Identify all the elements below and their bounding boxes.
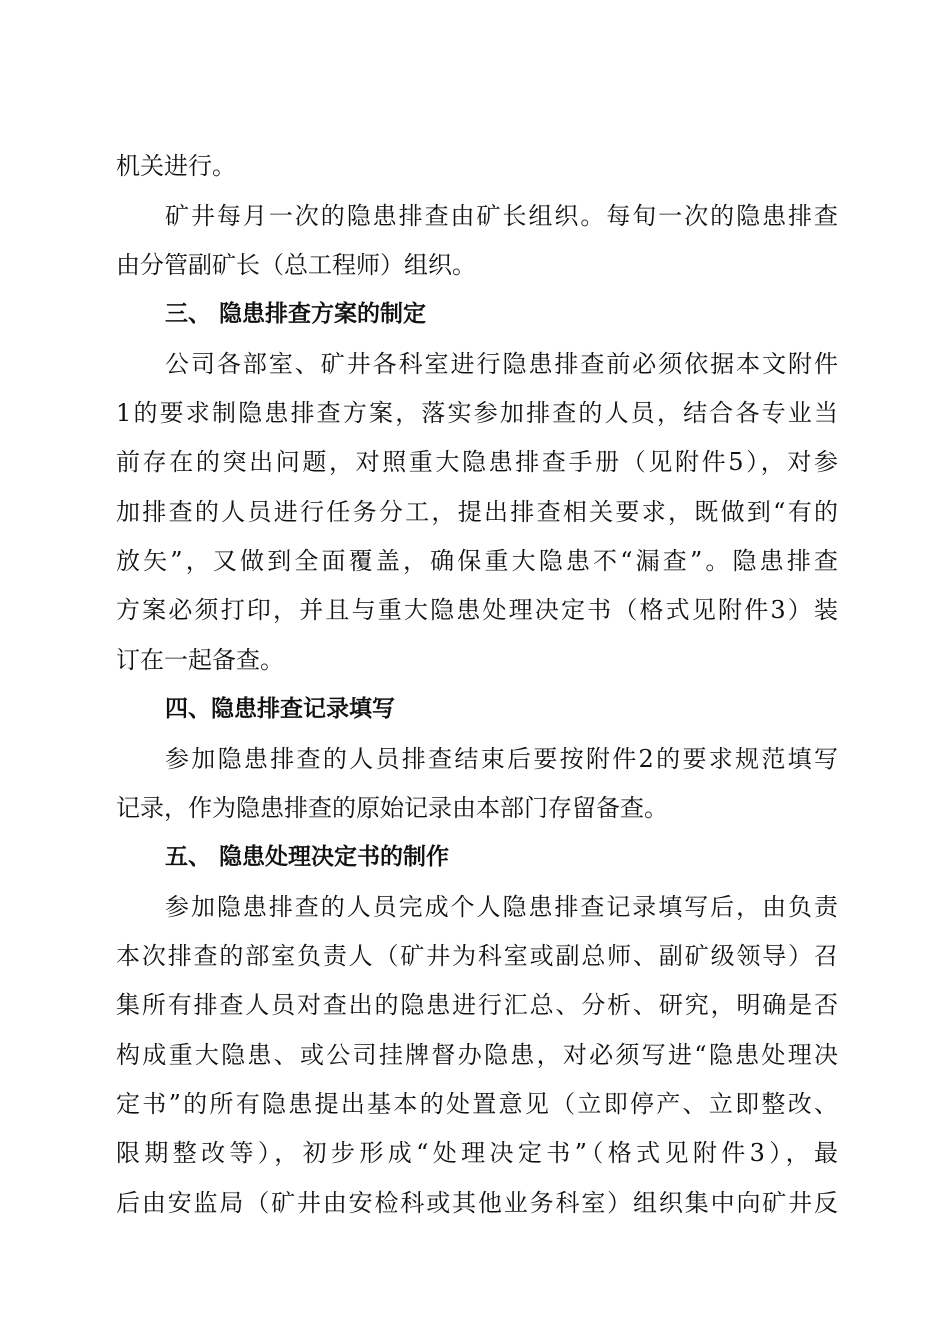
paragraph-line: 由分管副矿长（总工程师）组织。: [116, 251, 476, 279]
paragraph-line: 参加隐患排查的人员排查结束后要按附件2的要求规范填写: [165, 745, 838, 773]
paragraph-line: 记录，作为隐患排查的原始记录由本部门存留备查。: [116, 794, 668, 822]
paragraph-line: 后由安监局（矿井由安检科或其他业务科室）组织集中向矿井反: [116, 1189, 838, 1217]
paragraph-line: 方案必须打印，并且与重大隐患处理决定书（格式见附件3）装: [116, 596, 838, 624]
section-heading: 三、 隐患排查方案的制定: [165, 301, 427, 327]
paragraph-line: 机关进行。: [116, 152, 236, 180]
paragraph-line: 构成重大隐患、或公司挂牌督办隐患，对必须写进“隐患处理决: [116, 1041, 838, 1069]
paragraph-line: 加排查的人员进行任务分工，提出排查相关要求，既做到“有的: [116, 498, 838, 526]
section-heading: 五、 隐患处理决定书的制作: [165, 844, 450, 870]
paragraph-line: 参加隐患排查的人员完成个人隐患排查记录填写后，由负责: [165, 893, 838, 921]
paragraph-line: 本次排查的部室负责人（矿井为科室或副总师、副矿级领导）召: [116, 942, 838, 970]
paragraph-line: 放矢”，又做到全面覆盖，确保重大隐患不“漏查”。隐患排查: [116, 547, 838, 575]
paragraph-line: 定书”的所有隐患提出基本的处置意见（立即停产、立即整改、: [116, 1090, 838, 1118]
paragraph-line: 前存在的突出问题，对照重大隐患排查手册（见附件5），对参: [116, 448, 838, 476]
paragraph-line: 集所有排查人员对查出的隐患进行汇总、分析、研究，明确是否: [116, 991, 838, 1019]
paragraph-line: 订在一起备查。: [116, 646, 284, 674]
paragraph-line: 1的要求制隐患排查方案，落实参加排查的人员，结合各专业当: [116, 399, 838, 427]
paragraph-line: 限期整改等），初步形成“处理决定书”（格式见附件3），最: [116, 1139, 838, 1167]
paragraph-line: 矿井每月一次的隐患排查由矿长组织。每旬一次的隐患排查: [165, 202, 838, 230]
paragraph-line: 公司各部室、矿井各科室进行隐患排查前必须依据本文附件: [165, 350, 838, 378]
section-heading: 四、隐患排查记录填写: [165, 696, 395, 722]
